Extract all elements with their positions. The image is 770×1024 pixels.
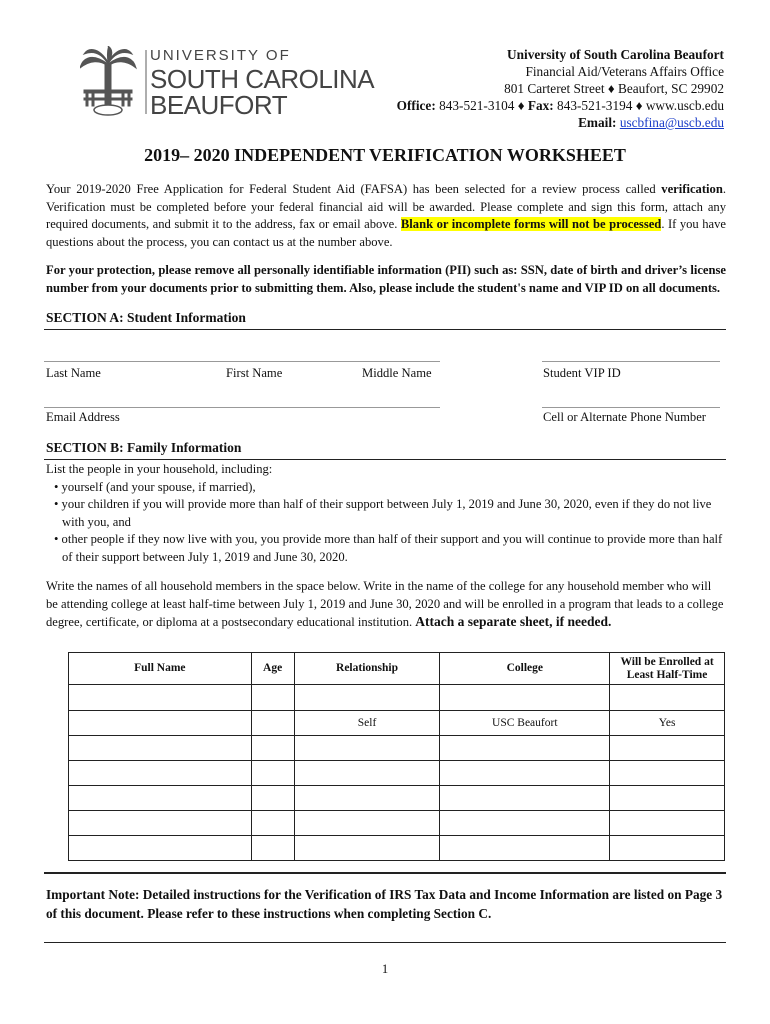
first-name-label: First Name <box>226 366 283 380</box>
table-row <box>69 786 725 811</box>
table-cell[interactable] <box>610 685 725 711</box>
email-link[interactable]: uscbfina@uscb.edu <box>619 115 724 130</box>
col-age: Age <box>251 653 294 685</box>
email-label: Email: <box>578 115 617 130</box>
section-b-title: SECTION B: Family Information <box>46 440 242 455</box>
table-cell[interactable] <box>69 836 252 861</box>
office-phone: 843-521-3104 ♦ <box>439 98 525 113</box>
table-cell[interactable] <box>294 836 440 861</box>
household-instructions <box>46 578 726 632</box>
table-cell[interactable] <box>251 786 294 811</box>
table-cell[interactable]: USC Beaufort <box>440 711 610 736</box>
intro-text-3: . If you have questions about the process, you can contact us at the number above. <box>46 217 726 249</box>
table-row <box>69 711 725 736</box>
table-cell[interactable] <box>440 761 610 786</box>
email-line <box>397 114 724 131</box>
table-cell[interactable] <box>440 811 610 836</box>
table-cell[interactable]: Self <box>294 711 440 736</box>
table-cell[interactable] <box>440 685 610 711</box>
section-a-divider <box>44 329 726 330</box>
table-row <box>69 685 725 711</box>
pii-notice: For your protection, please remove all personally identifiable information (PII) such as: SSN, date of birth and driver’s license number from your documents prior to submitting them. Also, please include the student's name and VIP ID on all documents. <box>46 263 726 295</box>
table-cell[interactable] <box>440 736 610 761</box>
logo-line-2: SOUTH CAROLINA <box>150 64 375 94</box>
intro-warning-highlight: Blank or incomplete forms will not be processed <box>400 217 662 231</box>
table-cell[interactable]: Yes <box>610 711 725 736</box>
office-label: Office: <box>396 98 436 113</box>
fax-label: Fax: <box>527 98 554 113</box>
col-enrolled: Will be Enrolled at Least Half-Time <box>610 653 725 685</box>
table-cell[interactable] <box>251 711 294 736</box>
note-top-divider <box>44 872 726 874</box>
table-cell[interactable] <box>610 836 725 861</box>
table-row <box>69 736 725 761</box>
table-cell[interactable] <box>69 685 252 711</box>
table-cell[interactable] <box>440 836 610 861</box>
office-phones <box>397 97 724 114</box>
table-cell[interactable] <box>610 761 725 786</box>
table-cell[interactable] <box>69 786 252 811</box>
household-item-2: • your children if you will provide more than half of their support between July 1, 2019 and June 30, 2020, even if they do not live with you, and <box>54 497 712 529</box>
table-cell[interactable] <box>294 685 440 711</box>
table-header-row <box>69 653 725 685</box>
logo-wordmark <box>150 48 374 118</box>
intro-verification: verification <box>661 182 723 196</box>
vip-id-label: Student VIP ID <box>543 366 621 380</box>
intro-paragraph <box>46 181 726 251</box>
table-cell[interactable] <box>69 736 252 761</box>
table-row <box>69 761 725 786</box>
table-cell[interactable] <box>251 836 294 861</box>
attach-sheet-note: Attach a separate sheet, if needed. <box>415 614 612 629</box>
table-cell[interactable] <box>294 811 440 836</box>
email-address-label: Email Address <box>46 410 120 424</box>
table-cell[interactable] <box>69 711 252 736</box>
col-relationship: Relationship <box>294 653 440 685</box>
table-cell[interactable] <box>69 761 252 786</box>
important-note: Important Note: Detailed instructions for the Verification of IRS Tax Data and Income Information are listed on Page 3 of this document. Please refer to these instructions when completing Section C. <box>46 887 723 921</box>
phone-line[interactable] <box>542 407 720 408</box>
table-cell[interactable] <box>294 736 440 761</box>
table-cell[interactable] <box>610 786 725 811</box>
household-list-intro: List the people in your household, including: <box>46 462 273 476</box>
col-college: College <box>440 653 610 685</box>
page-title: 2019– 2020 INDEPENDENT VERIFICATION WORKSHEET <box>144 145 626 165</box>
section-b-divider <box>44 459 726 460</box>
middle-name-label: Middle Name <box>362 366 432 380</box>
table-cell[interactable] <box>610 736 725 761</box>
section-a-title: SECTION A: Student Information <box>46 310 246 325</box>
col-full-name: Full Name <box>69 653 252 685</box>
table-cell[interactable] <box>294 786 440 811</box>
table-row <box>69 811 725 836</box>
office-address: 801 Carteret Street ♦ Beaufort, SC 29902 <box>504 81 724 96</box>
office-contact-block <box>397 46 724 131</box>
fax-number: 843-521-3194 ♦ www.uscb.edu <box>557 98 724 113</box>
table-cell[interactable] <box>251 811 294 836</box>
office-name: Financial Aid/Veterans Affairs Office <box>525 64 724 79</box>
table-cell[interactable] <box>440 786 610 811</box>
vip-id-line[interactable] <box>542 361 720 362</box>
logo-line-3: BEAUFORT <box>150 90 288 120</box>
note-bottom-divider <box>44 942 726 943</box>
write-instructions: Write the names of all household members in the space below. Write in the name of the college for any household member who will be attending college at least half-time between July 1, 2019 and June 30, 2020 and will be enrolled in a program that leads to a college degree, certificate, or diploma at a postsecondary educational institution. <box>46 579 724 629</box>
table-cell[interactable] <box>69 811 252 836</box>
table-cell[interactable] <box>294 761 440 786</box>
phone-label: Cell or Alternate Phone Number <box>543 410 706 424</box>
table-cell[interactable] <box>251 761 294 786</box>
intro-text-2: . Verification must be completed before your federal financial aid will be awarded. Please complete and sign this form, attach any required documents, and submit it to the address, fax or email above. <box>46 182 726 231</box>
table-cell[interactable] <box>251 685 294 711</box>
page-number: 1 <box>381 962 389 976</box>
table-cell[interactable] <box>610 811 725 836</box>
logo-line-1: UNIVERSITY OF <box>150 47 291 64</box>
household-table <box>68 652 725 861</box>
last-name-label: Last Name <box>46 366 101 380</box>
household-item-3: • other people if they now live with you, you provide more than half of their support and you will continue to provide more than half of their support between July 1, 2019 and June 30, 2020. <box>54 532 723 564</box>
intro-text-1: Your 2019-2020 Free Application for Federal Student Aid (FAFSA) has been selected for a review process called <box>46 182 662 196</box>
household-item-1: • yourself (and your spouse, if married), <box>54 479 256 494</box>
household-list <box>46 461 726 566</box>
org-name: University of South Carolina Beaufort <box>507 47 724 62</box>
table-row <box>69 836 725 861</box>
table-cell[interactable] <box>251 736 294 761</box>
name-line[interactable] <box>44 361 440 362</box>
email-address-line[interactable] <box>44 407 440 408</box>
